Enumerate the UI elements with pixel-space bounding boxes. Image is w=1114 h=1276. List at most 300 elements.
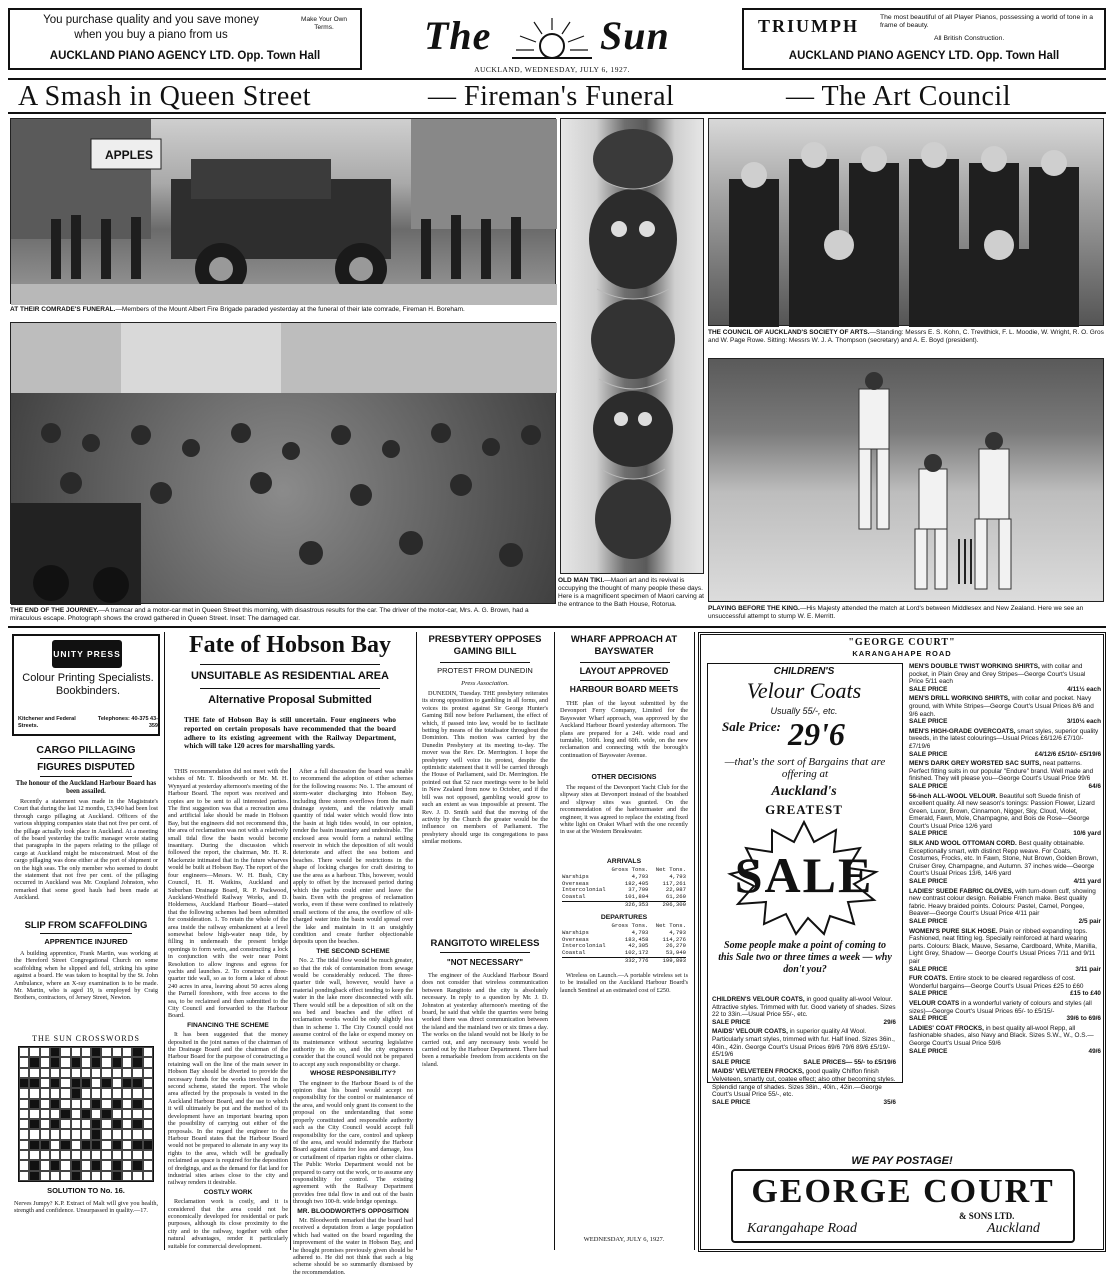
crossword-white-square: [132, 1109, 142, 1119]
departures-col-1: Gross Tons.: [611, 922, 649, 929]
gc-item-head: MEN'S HIGH-GRADE OVERCOATS,: [909, 727, 1016, 735]
ear-right-ad: [742, 8, 1106, 70]
tiki-caption-bold: OLD MAN TIKI.: [558, 577, 605, 584]
cargo-head: CARGO PILLAGING: [36, 744, 136, 756]
crossword-white-square: [122, 1057, 132, 1067]
unity-press-ad: [12, 634, 160, 736]
gc-item-price: SALE PRICES— 55/- to £5/19/6: [803, 1058, 896, 1066]
gc-item-price-row: [712, 1059, 896, 1067]
gc-item-head: 56-inch ALL-WOOL VELOUR.: [909, 792, 998, 800]
ear-right-tag1: The most beautiful of all Player Pianos, possessing a world of tone in a frame of beauty.: [880, 14, 1094, 29]
crossword-white-square: [101, 1047, 111, 1057]
crossword-white-square: [132, 1068, 142, 1078]
crossword-black-square: [112, 1119, 122, 1129]
gc-item-head: MEN'S DRILL WORKING SHIRTS,: [909, 695, 1010, 703]
wharf-other: The request of the Devonport Yacht Club for the slipway sites at Devonport instead of the boatshed and slipway sites was granted. On the recommendation of the harbourmaster and the engineer, it was agreed to replace the existing fixed white light on Orakei Wharf with the one recently in use at the Western Breakwater.: [560, 784, 688, 836]
crossword-white-square: [143, 1068, 153, 1078]
gc-logo-banner: [731, 1169, 1075, 1243]
gc-item-price-row: [909, 918, 1101, 926]
masthead: [372, 8, 732, 78]
list-item: [909, 1000, 1101, 1023]
list-item: [909, 695, 1101, 725]
crossword-white-square: [122, 1088, 132, 1098]
crossword-white-square: [122, 1109, 132, 1119]
gc-item-head: SILK AND WOOL OTTOMAN CORD.: [909, 840, 1017, 848]
departures-cell: 114,276: [662, 935, 686, 943]
hobson-mid-rule: [290, 768, 291, 1250]
crossword-white-square: [50, 1088, 60, 1098]
crossword-white-square: [143, 1057, 153, 1067]
list-item: [909, 975, 1101, 998]
crossword-black-square: [143, 1140, 153, 1150]
crossword-white-square: [29, 1150, 39, 1160]
gc-item-price-row: [909, 1048, 1101, 1056]
gc-item-text: with collar and pocket. Navy ground, with White Stripes—George Court's Usual Prices 8/6 and 9/6 each.: [909, 695, 1094, 718]
council-photo: [708, 118, 1104, 326]
crossword-white-square: [60, 1160, 70, 1170]
gc-item-price: 49/6: [1088, 1047, 1101, 1055]
crossword-black-square: [29, 1119, 39, 1129]
gc-item-head: MAIDS' VELOUR COATS,: [712, 1028, 788, 1036]
list-item: [909, 928, 1101, 974]
gc-item-sale-label: SALE PRICE: [909, 685, 948, 693]
gc-item-price-row: [909, 966, 1101, 974]
gc-item-price-row: [909, 751, 1101, 759]
gc-item-price: £15 to £40: [1070, 990, 1101, 998]
crossword-black-square: [29, 1078, 39, 1088]
crossword-white-square: [19, 1140, 29, 1150]
crossword-black-square: [132, 1099, 142, 1109]
rangitoto-rule: [440, 952, 530, 953]
council-caption: [708, 329, 1104, 345]
crossword-black-square: [71, 1171, 81, 1181]
crossword-white-square: [40, 1150, 50, 1160]
wharf-head: WHARF APPROACH AT BAYSWATER: [570, 634, 678, 657]
gc-velour: Velour Coats: [746, 678, 862, 703]
hobson-col2-a: After a full discussion the board was unable to recommend the adoption of either schemes for the following reasons: No. 1. The amount of storm-water discharging into Hobson Bay, including three storm overflows from the main drainage system, and the relatively small quantity of tidal water which would flow into the basin at high tides would, in our opinion, render the basin insanitary and undesirable. The enclosed area would form a natural settling reservoir in which the deposition of silt would deteriorate and affect the sea bottom and beaches. There would be restrictions in the shape of locking charges for craft desiring to use the area as a harbour. This, however, would apply to offset by the increased period during which the yachts could enter and leave the basin. Even with the progress of reclamation works, even if these were confined to relatively small sections of the area, the overflow of silt-charged water into the basin would spread over the lake and maintain in it an unsightly condition and create further objectionable deposits upon the beaches.: [293, 768, 413, 946]
arrivals-cell: Warships: [562, 872, 589, 880]
gc-item-text: Plain or ribbed expanding tops. Fashioned, neat fitting leg. Specially reinforced at hard wearing parts. Colours: Black, Mauve, Sesame, Cardboard, White, Manilla, Light Grey, Shadow — George Court's Usual Prices 7/11 and 9/11 pair: [909, 927, 1097, 965]
list-item: [712, 1028, 896, 1066]
crossword-white-square: [101, 1057, 111, 1067]
crossword-black-square: [29, 1171, 39, 1181]
list-item: [909, 760, 1101, 790]
crossword-black-square: [29, 1160, 39, 1170]
gc-item-sale-label: SALE PRICE: [909, 750, 948, 758]
crossword-white-square: [19, 1150, 29, 1160]
crossword-white-square: [71, 1150, 81, 1160]
crash-photo: [10, 322, 556, 604]
departures-cell: 199,893: [662, 956, 686, 964]
crossword-black-square: [91, 1057, 101, 1067]
crossword-white-square: [19, 1129, 29, 1139]
hobson-sub2: Alternative Proposal Submitted: [208, 694, 372, 706]
gc-item-sale-label: SALE PRICE: [909, 918, 948, 925]
wharf-other-head: OTHER DECISIONS: [591, 774, 657, 781]
hobson-col1-a: THIS recommendation did not meet with the wishes of Mr. T. Bloodworth or Mr. M. H. Wynyard at yesterday afternoon's meeting of the Harbour Board. The report was received and copies are to be sent to all interested parties. The first suggestion was that a recreation area and artificial lake should be made in Hobson Bay, but the engineers did not recommend this, the area of reclamation was not with a relatively small tidal flow the basin would become insanitary. During the discussion which followed the report, the chairman, Mr. H. R. Mackenzie intimated that in the future wharves would be built at Hobson Bay. The report of the four engineers—Messrs. W. H. Bush, City Council, H. H. Watkins, Auckland and Suburban Drainage Board, R. P. Packwood, Auckland-Westfield Railway Works, and D. Holderness, Auckland Harbour Board—stated that the following schemes had been submitted for consideration. 1. To retain the whole of the area inside the railway embankment at a level somewhat below high-water neap tide, by filling in underneath the present bridge openings to form weirs, and constructing a lock in conjunction with the weir near Point Resolution to allow ingress and egress for yachts and launches. 2. To construct a three-quarter tide wall, so as to form a lake of about 240 acres in area, leaving about 50 acres along the Parnell foreshore, with free access to the sea, to be reclaimed and then submitted to the City Council and forwarded to the Harbour Board.: [168, 768, 288, 1020]
crossword-white-square: [50, 1109, 60, 1119]
crossword-white-square: [50, 1140, 60, 1150]
crossword-black-square: [71, 1088, 81, 1098]
arrivals-table: [562, 867, 686, 909]
wharf-rule-1: [580, 662, 670, 663]
ear-left-company: AUCKLAND PIANO AGENCY LTD. Opp. Town Hall: [49, 50, 321, 62]
gc-usually: Usually 55/-, etc.: [770, 706, 838, 716]
crossword-white-square: [71, 1119, 81, 1129]
slip-head: SLIP FROM SCAFFOLDING: [24, 920, 148, 931]
headline-smash: A Smash in Queen Street: [18, 81, 312, 112]
table-row: [562, 950, 686, 957]
masthead-title-right: Sun: [600, 13, 670, 58]
gc-item-price: 3/10½ each: [1066, 718, 1101, 726]
crossword-white-square: [143, 1099, 153, 1109]
list-item: [909, 728, 1101, 758]
crossword-white-square: [40, 1047, 50, 1057]
departures-cell: 53,940: [665, 949, 686, 957]
gc-item-sale-label: SALE PRICE: [909, 718, 948, 726]
crossword-solution: SOLUTION TO No. 16.: [47, 1186, 125, 1195]
departures-cell: Warships: [562, 928, 589, 936]
crossword-black-square: [112, 1140, 122, 1150]
crossword-white-square: [60, 1119, 70, 1129]
arrivals-cell: 101,804: [624, 893, 649, 901]
crossword-black-square: [101, 1078, 111, 1088]
crossword-white-square: [81, 1047, 91, 1057]
crossword-white-square: [19, 1057, 29, 1067]
crossword-white-square: [112, 1068, 122, 1078]
departures-table: [562, 923, 686, 965]
departures-head: DEPARTURES: [600, 914, 648, 921]
apples-sign: APPLES: [105, 148, 154, 162]
unity-phones: Telephones: 40-375 43-359: [97, 716, 158, 729]
list-item: [712, 1068, 896, 1106]
crossword-white-square: [143, 1160, 153, 1170]
unity-logo-text: UNITY PRESS: [53, 649, 121, 659]
crossword-black-square: [60, 1109, 70, 1119]
arrivals-cell: 61,260: [665, 893, 686, 901]
hobson-head: Fate of Hobson Bay: [188, 632, 391, 658]
crossword-white-square: [91, 1088, 101, 1098]
col-rule-1: [164, 632, 165, 1250]
crossword-white-square: [19, 1068, 29, 1078]
hobson-rule-2: [200, 688, 380, 689]
gc-item-text: Beautiful soft Suede finish of excellent quality. All new season's tonings: Passion Flower, Lizard Green, Luxor, Brown, Cinnamon, Nigger, Sky, Cloud, Violet, Emerald, Fawn, Mole, Champagne, and Bois de Rose—George Court's Usual Price 12/6 yard: [909, 792, 1095, 830]
hobson-col1: [168, 768, 288, 1250]
crossword-white-square: [60, 1047, 70, 1057]
slip-rule: [40, 933, 132, 934]
council-caption-text: —Standing: Messrs E. S. Kohn, C. Trevithick, F. L. Moodie, W. Wright, R. O. Gros and W. Page Rowe. Sitting: Messrs W. J. A. Thompson (secretary) and A. E. Boyd (president).: [708, 329, 1104, 344]
crossword-white-square: [91, 1078, 101, 1088]
gc-velour-box: [707, 663, 903, 1106]
gc-item-price-row: [909, 783, 1101, 791]
presbytery-rule: [440, 662, 530, 663]
crossword-white-square: [19, 1088, 29, 1098]
gc-item-text: in superior quality All Wool. Particularly smart styles, trimmed with fur. Half lined. Sizes 36in., 40in., 42in. George Court's Usual Prices 69/6 79/6 89/6 £5/19/- £5/19/6: [712, 1028, 895, 1059]
gc-childrens: CHILDREN'S: [773, 666, 835, 677]
arrivals-cell: Coastal: [562, 893, 586, 901]
cargo-sub: FIGURES DISPUTED: [37, 762, 135, 773]
crossword-white-square: [60, 1129, 70, 1139]
crossword-white-square: [101, 1099, 111, 1109]
crossword-white-square: [81, 1119, 91, 1129]
crossword-white-square: [81, 1057, 91, 1067]
crossword-grid: [18, 1046, 154, 1182]
crossword-white-square: [40, 1160, 50, 1170]
departures-cell: 42,305: [628, 942, 649, 950]
arrivals-col-1: Gross Tons.: [611, 866, 649, 873]
crossword-white-square: [81, 1088, 91, 1098]
gc-item-price: 29/6: [883, 1018, 896, 1026]
crossword-white-square: [101, 1119, 111, 1129]
gc-item-head: CHILDREN'S VELOUR COATS,: [712, 996, 805, 1003]
crossword-white-square: [101, 1088, 111, 1098]
gc-item-price-row: [909, 686, 1101, 694]
crossword-black-square: [132, 1160, 142, 1170]
crossword-black-square: [122, 1078, 132, 1088]
crossword-white-square: [101, 1140, 111, 1150]
crossword-white-square: [112, 1109, 122, 1119]
crossword-white-square: [50, 1068, 60, 1078]
gc-item-price: 3/11 pair: [1075, 965, 1101, 973]
arrivals-cell: 206,300: [662, 900, 686, 908]
arrivals-cell: 182,405: [624, 879, 649, 887]
gc-item-price: 39/6 to 69/6: [1066, 1015, 1101, 1023]
col-rule-3: [554, 632, 555, 1250]
crossword-white-square: [50, 1150, 60, 1160]
presbytery-sub: PROTEST FROM DUNEDIN: [437, 666, 533, 675]
crossword-white-square: [122, 1119, 132, 1129]
gc-item-text: in good quality all-wool Velour. Attractive styles. Trimmed with fur. Good variety of shades. Sizes 22 to 33in.—Usual Price 55/-, etc.: [712, 996, 896, 1019]
tiki-caption: [558, 577, 706, 609]
hobson-col1-b: It has been suggested that the money deposited in the joint names of the chairman of the Drainage Board and the chairman of the Harbour Board for the purpose of constructing a retaining wall on the line of the main sewer in Hobson Bay should be diverted to provide the necessary funds for the works involved in the second scheme, stated the report. The whole area affected by the proposals is vested in the Auckland Harbour Board, and the use to which it will ultimately be put and the method of its development have an important bearing upon the possibility of carrying out either of the proposals. In the regard the engineer to the Harbour Board states that the Harbour Board would not be prepared to alienate in any way its rights to the area, which will be gradually reclaimed as space is required for the deposition of dredgings, and as the demand for flat land for industrial sites arises close to the city and railway renders it desirable.: [168, 1031, 288, 1187]
crossword-white-square: [50, 1171, 60, 1181]
crossword-white-square: [40, 1057, 50, 1067]
ear-right-brand: TRIUMPH: [758, 16, 859, 36]
wharf-body: THE plan of the layout submitted by the Devonport Ferry Company, Limited for the Bayswater Wharf approach, was approved by the Auckland Harbour Board yesterday afternoon. The plans are prepared for a 24ft. wide road and turntable, 160ft. long and 60ft. wide, on the new reclamation and connecting with the borough's continuation of Bayswater Avenue.: [560, 700, 688, 759]
gc-item-price: 64/6: [1088, 782, 1101, 790]
crossword-white-square: [132, 1150, 142, 1160]
gc-greatest: GREATEST: [765, 802, 843, 817]
crossword-white-square: [71, 1099, 81, 1109]
arrivals-cell: 37,709: [628, 886, 649, 894]
departures-cell: Coastal: [562, 949, 586, 957]
wharf-sub2: HARBOUR BOARD MEETS: [569, 684, 679, 694]
headline-funeral: — Fireman's Funeral: [428, 81, 675, 112]
crossword-white-square: [122, 1160, 132, 1170]
crossword-white-square: [101, 1171, 111, 1181]
gc-item-price-row: [909, 878, 1101, 886]
crossword-white-square: [71, 1047, 81, 1057]
crossword-black-square: [91, 1129, 101, 1139]
gc-item-price: £4/12/6 £5/10/- £5/19/6: [1034, 750, 1101, 758]
tiki-carving: [561, 119, 705, 575]
crossword-white-square: [112, 1078, 122, 1088]
council-group: [709, 119, 1105, 327]
presbytery-body: DUNEDIN, Tuesday. THE presbytery reiterates its strong opposition to gambling in all forms, and voices its protest against Sir George Hunter's Gaming Bill now before Parliament, the effect of which, if passed into law, would be to facilitate betting by means of the totalisator throughout the Dominion. This motion was carried by the Dunedin Presbytery at its meeting to-day. The mover was the Rev. Dr. Merrington. I hope the presbytery will voice its protest, despite the optimistic statement that it will be carried through the House of Parliament, said Dr. Merrington. He pointed out that 52 race meetings were to be held in New Zealand from now to October, and if the bill was not opposed, gambling would grow to such an extent as was impossible at present. The Rev. J. D. Smith said that the moving of the activity by the Church the greater would be the influence on members of Parliament. The presbytery should urge its congregations to pass similar motions.: [422, 690, 548, 846]
arrivals-cell: Intercolonial: [562, 886, 606, 894]
crossword-white-square: [40, 1099, 50, 1109]
sun-emblem-icon: [512, 16, 592, 60]
crossword-white-square: [40, 1088, 50, 1098]
table-row: [562, 901, 686, 909]
gc-item-text: neat patterns. Perfect fitting suits in our popular "Endure" brand. Well made and finished. They will please you—George Court's Usual Price 99/6: [909, 760, 1094, 783]
cricket-caption: [708, 605, 1104, 621]
gc-item-head: MAIDS' VELVETEEN FROCKS,: [712, 1068, 804, 1076]
gc-item-price: 4/11 yard: [1073, 878, 1101, 886]
crash-caption-bold: THE END OF THE JOURNEY.: [10, 607, 99, 614]
crossword-white-square: [143, 1171, 153, 1181]
crossword-white-square: [19, 1119, 29, 1129]
crossword-black-square: [29, 1099, 39, 1109]
crossword-white-square: [71, 1140, 81, 1150]
crossword-white-square: [101, 1068, 111, 1078]
crossword-white-square: [29, 1047, 39, 1057]
crossword-white-square: [29, 1068, 39, 1078]
crossword-white-square: [132, 1129, 142, 1139]
gc-item-sale-label: SALE PRICE: [712, 1058, 751, 1066]
gc-aucklands: Auckland's: [771, 784, 837, 799]
council-caption-bold: THE COUNCIL OF AUCKLAND'S SOCIETY OF ARTS.: [708, 329, 870, 336]
gc-item-price-row: [909, 1015, 1101, 1023]
gc-some-people: Some people make a point of coming to this Sale two or three times a week — why don't you?: [718, 940, 892, 975]
ear-left-aside: Make Your Own Terms.: [301, 16, 347, 31]
wharf-footer-date: WEDNESDAY, JULY 6, 1927.: [583, 1236, 665, 1243]
departures-cell: 332,776: [624, 956, 649, 964]
departures-cell: 183,458: [624, 935, 649, 943]
crossword-white-square: [122, 1129, 132, 1139]
crossword-black-square: [112, 1171, 122, 1181]
crossword-black-square: [81, 1078, 91, 1088]
crossword-black-square: [19, 1078, 29, 1088]
crossword-white-square: [60, 1099, 70, 1109]
gc-item-price-row: [712, 1019, 896, 1027]
crossword-white-square: [81, 1160, 91, 1170]
crossword-black-square: [81, 1140, 91, 1150]
crossword-black-square: [50, 1160, 60, 1170]
gc-sale-price: 29'6: [788, 716, 845, 752]
crossword-black-square: [50, 1119, 60, 1129]
unity-address: Kitchener and Federal Streets.: [18, 716, 76, 729]
cricket-caption-bold: PLAYING BEFORE THE KING.: [708, 605, 800, 612]
gc-item-sale-label: SALE PRICE: [909, 830, 948, 838]
gc-logo-city: Auckland: [987, 1221, 1040, 1236]
tiki-photo: [560, 118, 704, 574]
list-item: [909, 793, 1101, 839]
gc-item-sale-label: SALE PRICE: [909, 965, 948, 973]
gc-logo-road: Karangahape Road: [747, 1221, 858, 1236]
crossword-title: THE SUN CROSSWORDS: [32, 1034, 140, 1043]
crossword-black-square: [132, 1140, 142, 1150]
crossword-white-square: [81, 1068, 91, 1078]
gc-sale-price-label: Sale Price:: [722, 719, 781, 734]
funeral-caption: [10, 306, 556, 314]
crossword-white-square: [71, 1109, 81, 1119]
arrivals-cell: Overseas: [562, 879, 589, 887]
crossword-white-square: [112, 1129, 122, 1139]
masthead-title-left: The: [424, 13, 492, 58]
hobson-col2-b: No. 2. The tidal flow would be much greater, so that the risk of contamination from sewage would be considerably reduced. The three-quarter tide wall, however, would have a material pondingback effect tending to keep the water in the lake more disconnected with silt. There would still be a deposition of silt on the sea bed and beaches and the effect of reclamation works would be only slightly less than in scheme 1. The City Council could not assume control of the lake or expend money on its maintenance without securing legislative authority to do so, and the city engineers consider that the council would not be prepared to accept any such responsibility or charge.: [293, 957, 413, 1068]
ear-right-company: AUCKLAND PIANO AGENCY LTD. Opp. Town Hall: [788, 50, 1060, 62]
departures-cell: Intercolonial: [562, 942, 606, 950]
list-item: [712, 996, 896, 1026]
crossword-white-square: [71, 1068, 81, 1078]
crossword-white-square: [19, 1047, 29, 1057]
crossword-black-square: [91, 1047, 101, 1057]
headline-art-council: — The Art Council: [786, 81, 1011, 112]
crossword-white-square: [132, 1171, 142, 1181]
gc-left-items: [712, 996, 896, 1108]
crossword-black-square: [112, 1057, 122, 1067]
funeral-scene: [11, 119, 557, 305]
hobson-col2-c: The engineer to the Harbour Board is of the opinion that his board would accept no responsibility for the control or maintenance of the area, and would only grant its consent to the proposal on the understanding that some properly constituted and responsible authority such as the City Council would accept full responsibility for the care, control and upkeep of the area, and would indemnify the Harbour Board against claims for loss and damage, loss or curtailment of riparian rights or other claims. The Public Works Department would not be prepared to carry out the work, or to assume any responsibility for control. The existing agreement with the Railway Department provides free tidal flow in and out of the basin through two 100-ft. wide bridge openings.: [293, 1079, 413, 1206]
crossword-white-square: [40, 1078, 50, 1088]
list-item: [909, 663, 1101, 693]
crossword-white-square: [122, 1150, 132, 1160]
crossword-black-square: [50, 1099, 60, 1109]
gc-item-sale-label: SALE PRICE: [909, 1047, 948, 1055]
crossword-black-square: [40, 1140, 50, 1150]
crossword-white-square: [40, 1171, 50, 1181]
arrivals-cell: 4,793: [669, 872, 686, 880]
table-row: [562, 894, 686, 901]
funeral-photo: [10, 118, 556, 304]
crossword-white-square: [40, 1119, 50, 1129]
crossword-black-square: [60, 1140, 70, 1150]
tiki-caption-text: —Maori art and its revival is occupying the thought of many people these days. Here is a magnificent specimen of Maori carving at the entrance to the Bath House, Rotorua.: [558, 577, 704, 608]
col-rule-2: [416, 632, 417, 1250]
departures-cell: [562, 958, 611, 965]
cricket-photo: [708, 358, 1104, 602]
crossword-white-square: [19, 1099, 29, 1109]
crash-caption-text: —A tramcar and a motor-car met in Queen Street this morning, with disastrous results for the car. The driver of the motor-car, Mrs. A. G. Brown, had a miraculous escape. Photograph shows the crowd gathered in Queen Street. Inset: The damaged car.: [10, 607, 529, 622]
ear-left-ad: [8, 8, 362, 70]
presbytery-head: PRESBYTERY OPPOSES GAMING BILL: [428, 634, 542, 657]
crossword-white-square: [29, 1109, 39, 1119]
crossword-white-square: [91, 1171, 101, 1181]
gc-logo-sub: & SONS LTD.: [959, 1211, 1015, 1221]
crossword-white-square: [112, 1047, 122, 1057]
arrivals-cell: 117,261: [662, 879, 686, 887]
departures-cell: 4,793: [631, 928, 649, 936]
crossword-white-square: [143, 1109, 153, 1119]
funeral-caption-bold: AT THEIR COMRADE'S FUNERAL.: [10, 306, 116, 313]
crossword-white-square: [91, 1150, 101, 1160]
crossword-white-square: [101, 1129, 111, 1139]
gc-sale-word: SALE: [734, 847, 874, 903]
crossword-black-square: [91, 1119, 101, 1129]
hobson-col1c-head: COSTLY WORK: [203, 1188, 253, 1196]
crossword-white-square: [122, 1140, 132, 1150]
crossword-white-square: [112, 1088, 122, 1098]
departures-cell: Overseas: [562, 935, 589, 943]
gc-item-sale-label: SALE PRICE: [712, 1098, 751, 1106]
crossword-white-square: [122, 1047, 132, 1057]
crossword-black-square: [91, 1099, 101, 1109]
gc-bargains: —that's the sort of Bargains that are offering at: [724, 756, 886, 780]
crossword-white-square: [81, 1150, 91, 1160]
masthead-dateline: AUCKLAND, WEDNESDAY, JULY 6, 1927.: [474, 65, 630, 74]
hobson-col2c-head: WHOSE RESPONSIBILITY?: [310, 1070, 396, 1078]
list-item: [909, 888, 1101, 926]
crossword-white-square: [143, 1078, 153, 1088]
crossword-black-square: [50, 1057, 60, 1067]
hobson-lead: THE fate of Hobson Bay is still uncertain. Four engineers who reported on certain proposals have recommended that the board adhere to its existing agreement with the Railway Department, which will take 120 acres for marshalling yards.: [184, 715, 396, 751]
gc-item-head: LADIES' SUEDE FABRIC GLOVES,: [909, 887, 1014, 895]
unity-logo: [52, 640, 122, 668]
crossword-white-square: [60, 1088, 70, 1098]
crossword-white-square: [101, 1160, 111, 1170]
crossword-white-square: [101, 1150, 111, 1160]
